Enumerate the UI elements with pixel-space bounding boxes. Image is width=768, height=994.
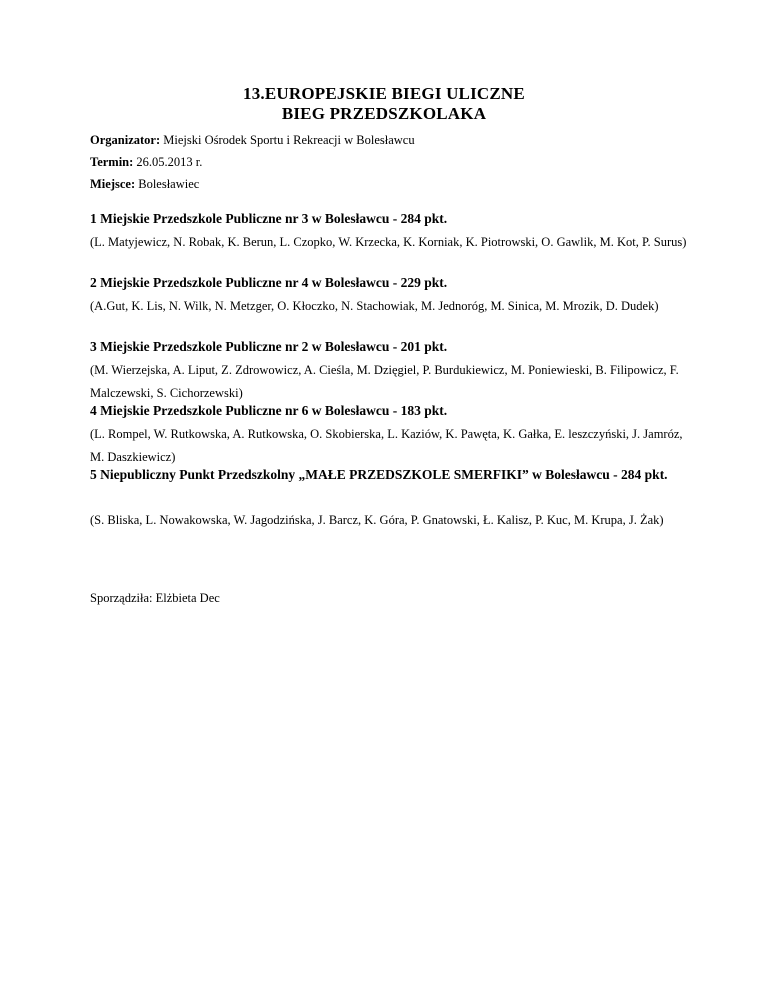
place-label: Miejsce: (90, 177, 136, 191)
document-title-line-1: 13.EUROPEJSKIE BIEGI ULICZNE (243, 84, 525, 103)
result-3-title: 3 Miejskie Przedszkole Publiczne nr 2 w Bolesławcu - 201 pkt. (90, 339, 448, 354)
result-1-title: 1 Miejskie Przedszkole Publiczne nr 3 w Bolesławcu - 284 pkt. (90, 211, 448, 226)
organizer-label: Organizator: (90, 133, 161, 147)
organizer-value: Miejski Ośrodek Sportu i Rekreacji w Bolesławcu (160, 133, 415, 147)
result-1-names: (L. Matyjewicz, N. Robak, K. Berun, L. Czopko, W. Krzecka, K. Korniak, K. Piotrowski, O. Gawlik, M. Kot, P. Surus) (90, 235, 687, 249)
result-5-names: (S. Bliska, L. Nowakowska, W. Jagodzińska, J. Barcz, K. Góra, P. Gnatowski, Ł. Kalisz, P. Kuc, M. Krupa, J. Żak) (90, 513, 664, 527)
result-5-title: 5 Niepubliczny Punkt Przedszkolny „MAŁE PRZEDSZKOLE SMERFIKI” w Bolesławcu - 284 pkt. (90, 467, 668, 482)
date-line (90, 154, 202, 170)
place-value: Bolesławiec (135, 177, 200, 191)
organizer-line (90, 132, 415, 148)
result-2-names: (A.Gut, K. Lis, N. Wilk, N. Metzger, O. Kłoczko, N. Stachowiak, M. Jednoróg, M. Sinica, M. Mrozik, D. Dudek) (90, 299, 659, 313)
result-3-names: (M. Wierzejska, A. Liput, Z. Zdrowowicz, A. Cieśla, M. Dzięgiel, P. Burdukiewicz, M. Poniewieski, B. Filipowicz, F. Malczewski, S. Cichorzewski) (90, 363, 679, 400)
place-line (90, 176, 199, 192)
prepared-by: Sporządziła: Elżbieta Dec (90, 591, 220, 605)
result-4-title: 4 Miejskie Przedszkole Publiczne nr 6 w Bolesławcu - 183 pkt. (90, 403, 448, 418)
document-title-line-2: BIEG PRZEDSZKOLAKA (281, 104, 487, 123)
result-4-names: (L. Rompel, W. Rutkowska, A. Rutkowska, O. Skobierska, L. Kaziów, K. Pawęta, K. Gałka, E. leszczyński, J. Jamróz, M. Daszkiewicz) (90, 427, 683, 464)
date-label: Termin: (90, 155, 134, 169)
date-value: 26.05.2013 r. (133, 155, 203, 169)
result-2-title: 2 Miejskie Przedszkole Publiczne nr 4 w Bolesławcu - 229 pkt. (90, 275, 448, 290)
